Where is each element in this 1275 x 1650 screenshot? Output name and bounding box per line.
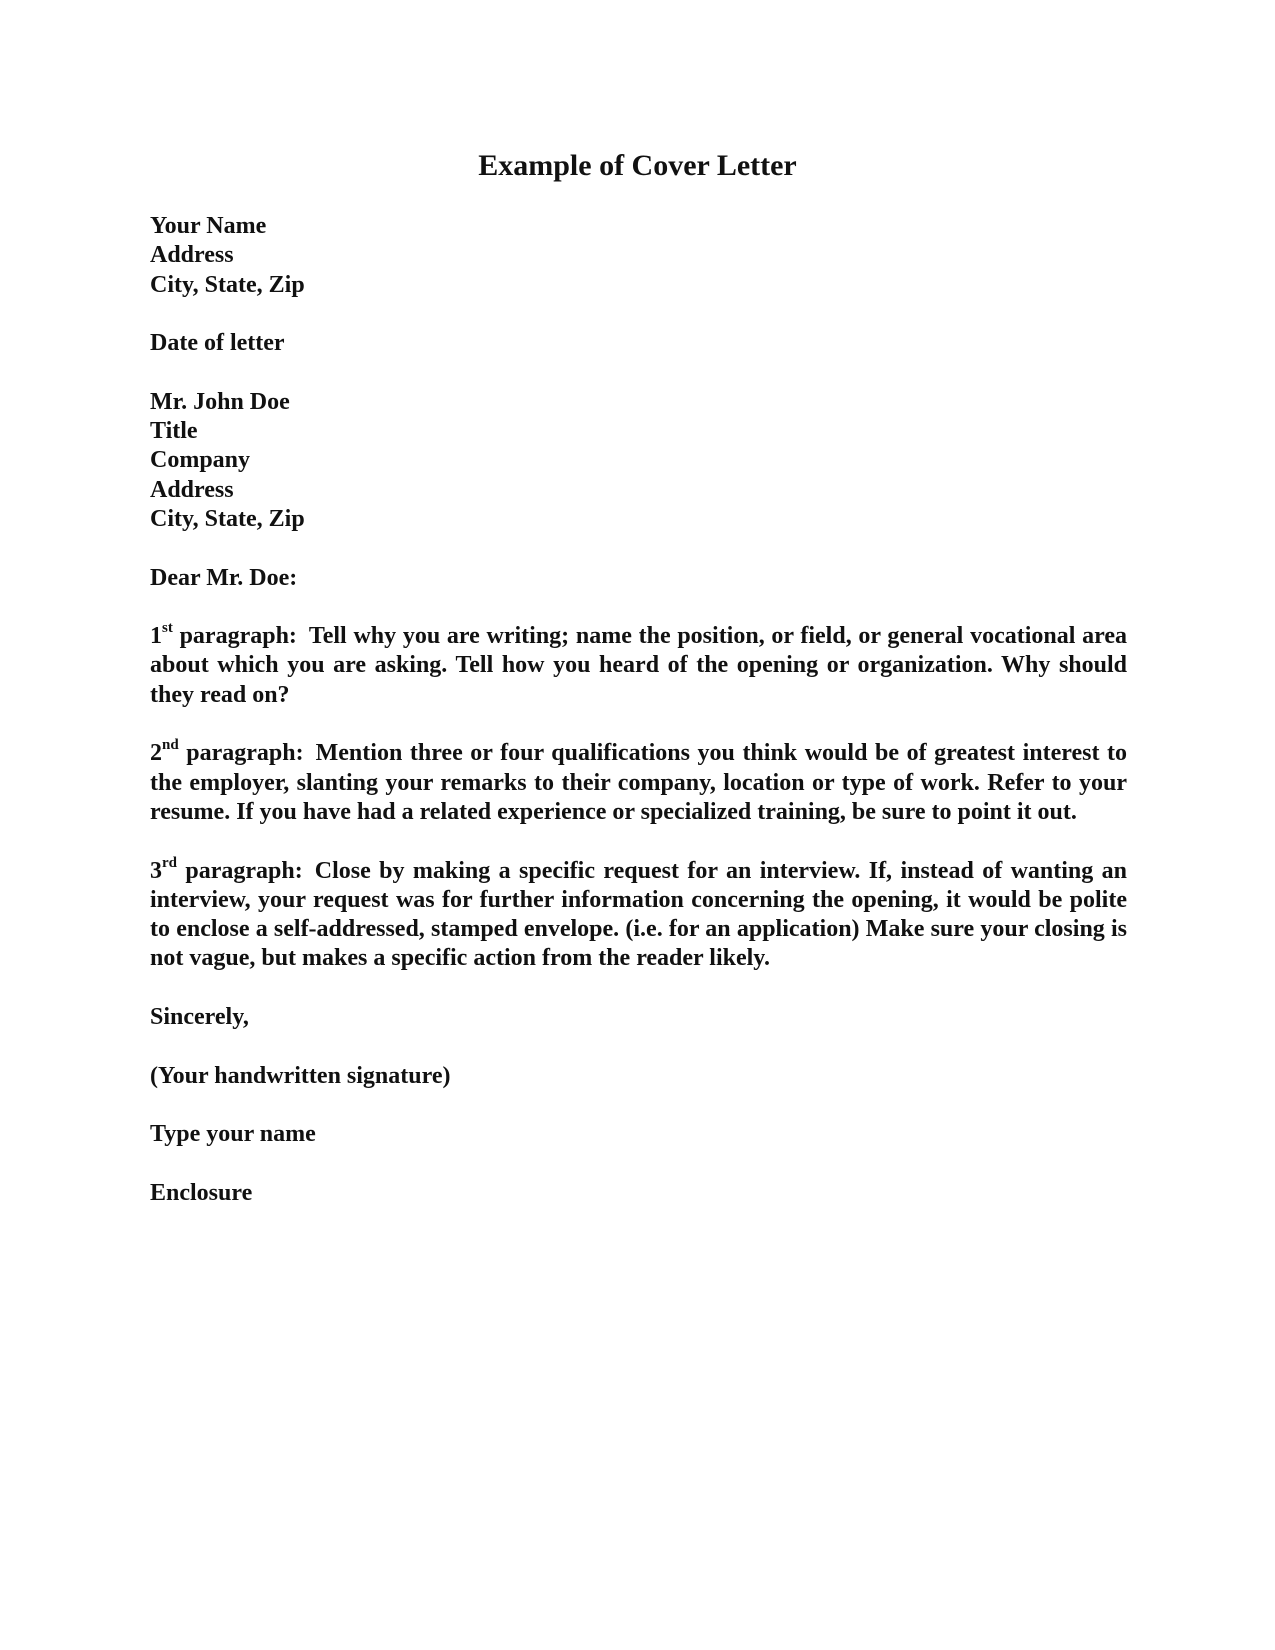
letter-date: Date of letter — [150, 330, 285, 357]
sender-block — [150, 212, 1127, 300]
typed-name-block — [150, 1120, 1127, 1149]
enclosure-block — [150, 1179, 1127, 1208]
sender-name: Your Name — [150, 213, 267, 239]
signature-placeholder: (Your handwritten signature) — [150, 1062, 451, 1089]
paragraph-text: Close by making a specific request for an interview. If, instead of wanting an interview, your request was for further information concerning the opening, it would be polite to enclose a self-addressed, stamped envelope. (i.e. for an application) Make sure your closing is not vague, but makes a specific action from the reader likely. — [150, 857, 1128, 972]
paragraph-label: paragraph: — [179, 623, 297, 650]
salutation: Dear Mr. Doe: — [150, 564, 298, 591]
paragraph-label: paragraph: — [186, 740, 304, 767]
date-block — [150, 329, 1127, 358]
paragraph-3 — [150, 854, 1128, 974]
recipient-name: Mr. John Doe — [150, 388, 290, 415]
recipient-city-state-zip: City, State, Zip — [150, 505, 305, 532]
recipient-title: Title — [150, 418, 198, 445]
letter-body — [150, 212, 1127, 1237]
paragraph-label: paragraph: — [185, 857, 303, 884]
paragraph-text: Mention three or four qualifications you think would be of greatest interest to the employer, slanting your remarks to their company, location or type of work. Refer to your resume. If you have had a related experience or specialized training, be sure to point it out. — [150, 740, 1128, 825]
paragraph-ordinal-suffix: nd — [162, 737, 179, 754]
paragraph-ordinal-suffix: rd — [162, 854, 177, 871]
paragraph-1 — [150, 622, 1127, 710]
recipient-company: Company — [150, 447, 251, 474]
paragraph-text: Tell why you are writing; name the position, or field, or general vocational area about which you are asking. Tell how you heard of the opening or organization. Why should they read on? — [150, 623, 1127, 708]
recipient-block — [150, 388, 1127, 534]
sender-address: Address — [150, 242, 234, 269]
paragraph-number: 2 — [150, 740, 162, 767]
paragraph-ordinal-suffix: st — [162, 620, 173, 637]
closing: Sincerely, — [150, 1004, 249, 1031]
enclosure-note: Enclosure — [150, 1179, 253, 1206]
typed-name: Type your name — [150, 1121, 316, 1148]
paragraph-number: 1 — [150, 623, 162, 650]
signature-block — [150, 1062, 1127, 1091]
recipient-address: Address — [150, 476, 234, 503]
closing-block — [150, 1003, 1127, 1032]
document-title: Example of Cover Letter — [478, 149, 797, 182]
sender-city-state-zip: City, State, Zip — [150, 271, 305, 298]
salutation-block — [150, 564, 1127, 593]
paragraph-number: 3 — [150, 857, 162, 884]
paragraph-2 — [150, 739, 1127, 827]
